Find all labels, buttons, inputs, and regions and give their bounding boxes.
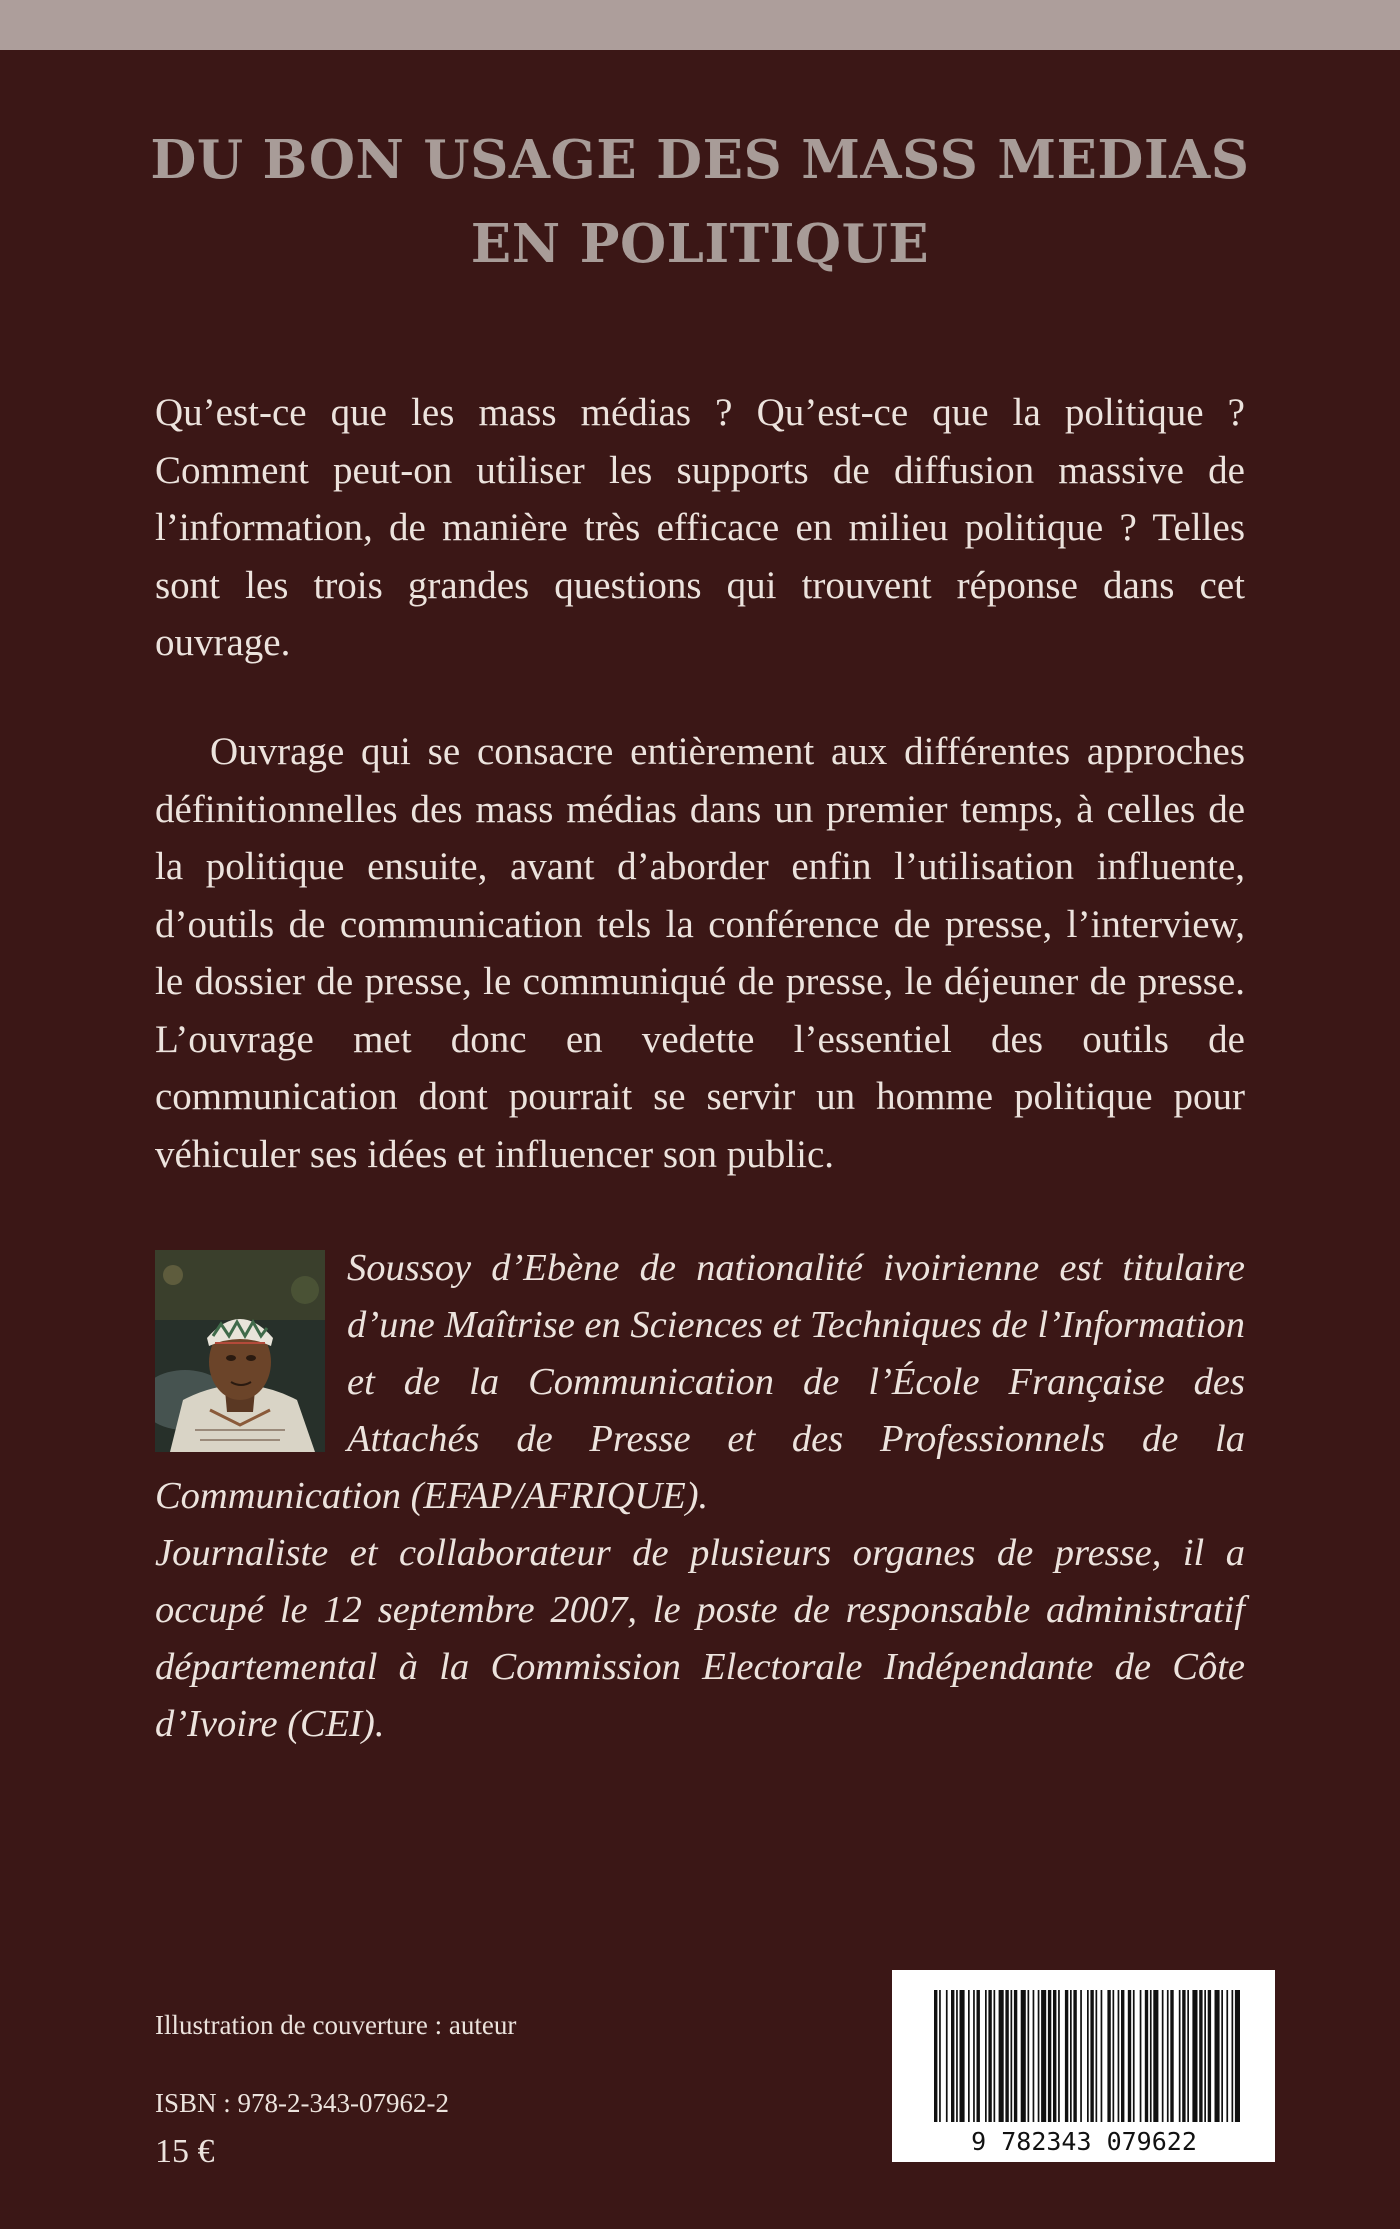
illustration-credit: Illustration de couverture : auteur <box>155 2010 517 2040</box>
barcode-bars <box>934 1990 1240 2122</box>
author-bio-paragraph-1: Soussoy d’Ebène de nationalité ivoirienne est titulaire d’une Maîtrise en Sciences et Techniques de l’Information et de la Communication de l’École Française des Attachés de Presse et des Professionnels de la Communication (EFAP/AFRIQUE). <box>155 1247 1245 1517</box>
author-bio <box>155 1240 1245 1753</box>
top-band <box>0 0 1400 50</box>
price-label: 15 € <box>155 2133 215 2170</box>
title-line-1: DU BON USAGE DES MASS MEDIAS <box>150 129 1250 191</box>
book-title <box>100 118 1300 286</box>
author-bio-paragraph-2: Journaliste et collaborateur de plusieurs organes de presse, il a occupé le 12 septembre 2007, le poste de responsable administratif départemental à la Commission Electorale Indépendante de Côte d’Ivoire (CEI). <box>155 1532 1245 1745</box>
author-photo <box>155 1250 325 1452</box>
isbn-label: ISBN : 978-2-343-07962-2 <box>155 2088 449 2118</box>
summary-paragraph-2: Ouvrage qui se consacre entièrement aux différentes approches définitionnelles des mass médias dans un premier temps, à celles de la politique ensuite, avant d’aborder enfin l’utilisation influente, d’outils de communication tels la conférence de presse, l’interview, le dossier de presse, le communiqué de presse, le déjeuner de presse. L’ouvrage met donc en vedette l’essentiel des outils de communication dont pourrait se servir un homme politique pour véhiculer ses idées et influencer son public. <box>155 730 1245 1176</box>
barcode <box>892 1970 1275 2162</box>
summary-paragraph-1: Qu’est-ce que les mass médias ? Qu’est-ce que la politique ? Comment peut-on utiliser les supports de diffusion massive de l’information, de manière très efficace en milieu politique ? Telles sont les trois grandes questions qui trouvent réponse dans cet ouvrage. <box>155 391 1245 664</box>
title-line-2: EN POLITIQUE <box>470 213 930 275</box>
barcode-digits: 9 782343 079622 <box>971 2127 1197 2156</box>
